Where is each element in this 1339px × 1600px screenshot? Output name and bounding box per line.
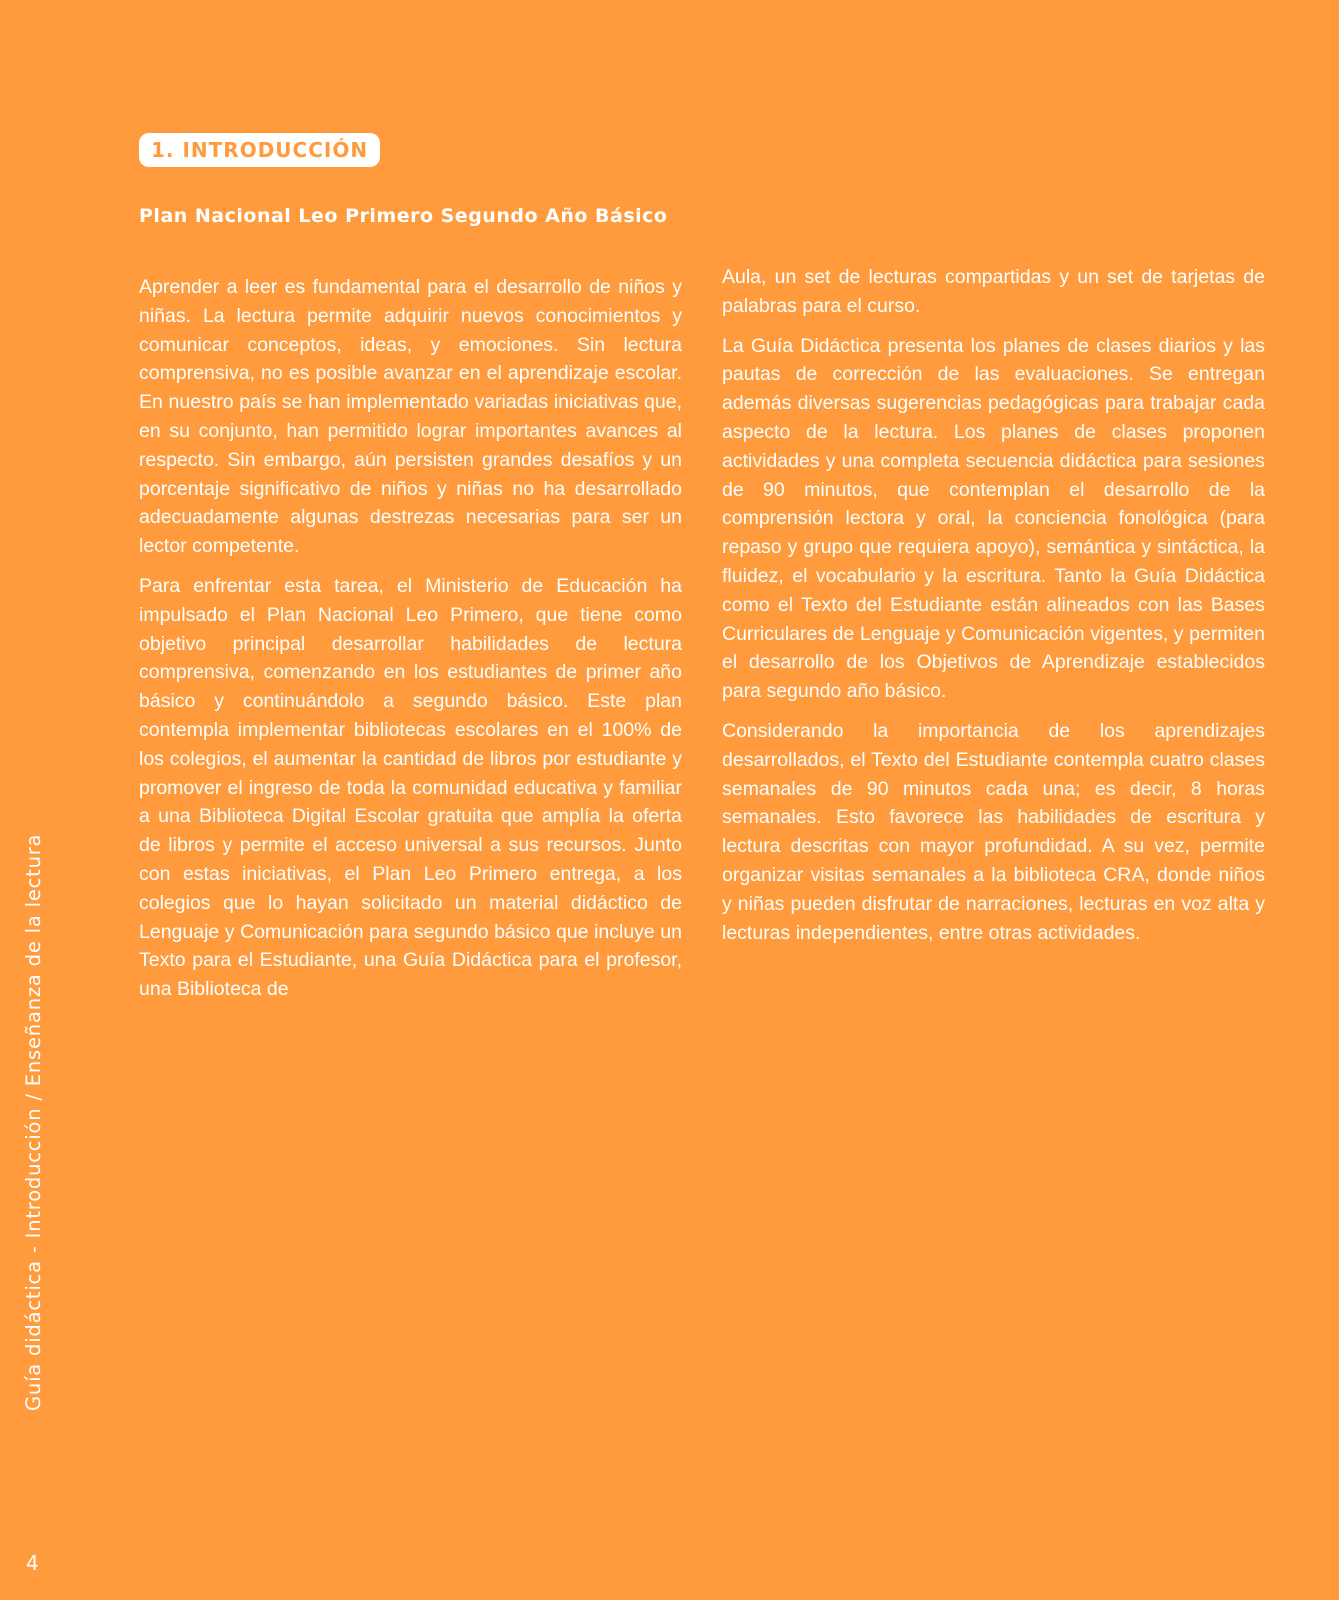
running-title: Guía didáctica - Introducción / Enseñanza de la lectura xyxy=(22,833,45,1411)
paragraph: Considerando la importancia de los aprendizajes desarrollados, el Texto del Estudiante contempla cuatro clases semanales de 90 minutos cada una; es decir, 8 horas semanales. Esto favorece las habilidades de escritura y lectura descritas con mayor profundidad. A su vez, permite organizar visitas semanales a la biblioteca CRA, donde niños y niñas pueden disfrutar de narraciones, lecturas en voz alta y lecturas independientes, entre otras actividades. xyxy=(722,719,1265,944)
paragraph: Aprender a leer es fundamental para el desarrollo de niños y niñas. La lectura permite adquirir nuevos conocimientos y comunicar conceptos, ideas, y emociones. Sin lectura comprensiva, no es posible avanzar en el aprendizaje escolar. En nuestro país se han implementado variadas iniciativas que, en su conjunto, han permitido lograr importantes avances al respecto. Sin embargo, aún persisten grandes desafíos y un porcentaje significativo de niños y niñas no ha desarrollado adecuadamente algunas destrezas necesarias para ser un lector competente. xyxy=(139,276,682,558)
right-text-column xyxy=(722,263,1265,958)
section-heading-badge: 1. INTRODUCCIÓN xyxy=(139,133,380,167)
page-subtitle: Plan Nacional Leo Primero Segundo Año Básico xyxy=(139,205,668,227)
paragraph: La Guía Didáctica presenta los planes de clases diarios y las pautas de corrección de las evaluaciones. Se entregan además diversas sugerencias pedagógicas para trabajar cada aspecto de la lectura. Los planes de clases proponen actividades y una completa secuencia didáctica para sesiones de 90 minutos, que contemplan el desarrollo de la comprensión lectora y oral, la conciencia fonológica (para repaso y grupo que requiera apoyo), semántica y sintáctica, la fluidez, el vocabulario y la escritura. Tanto la Guía Didáctica como el Texto del Estudiante están alineados con las Bases Curriculares de Lenguaje y Comunicación vigentes, y permiten el desarrollo de los Objetivos de Aprendizaje establecidos para segundo año básico. xyxy=(722,334,1265,703)
paragraph: Aula, un set de lecturas compartidas y un set de tarjetas de palabras para el curso. xyxy=(722,266,1265,317)
page-number: 4 xyxy=(26,1551,39,1575)
paragraph: Para enfrentar esta tarea, el Ministerio de Educación ha impulsado el Plan Nacional Leo Primero, que tiene como objetivo principal desarrollar habilidades de lectura comprensiva, comenzando en los estudiantes de primer año básico y continuándolo a segundo básico. Este plan contempla implementar bibliotecas escolares en el 100% de los colegios, el aumentar la cantidad de libros por estudiante y promover el ingreso de toda la comunidad educativa y familiar a una Biblioteca Digital Escolar gratuita que amplía la oferta de libros y permite el acceso universal a sus recursos. Junto con estas iniciativas, el Plan Leo Primero entrega, a los colegios que lo hayan solicitado un material didáctico de Lenguaje y Comunicación para segundo básico que incluye un Texto para el Estudiante, una Guía Didáctica para el profesor, una Biblioteca de xyxy=(139,574,682,1001)
left-text-column xyxy=(139,273,682,1015)
